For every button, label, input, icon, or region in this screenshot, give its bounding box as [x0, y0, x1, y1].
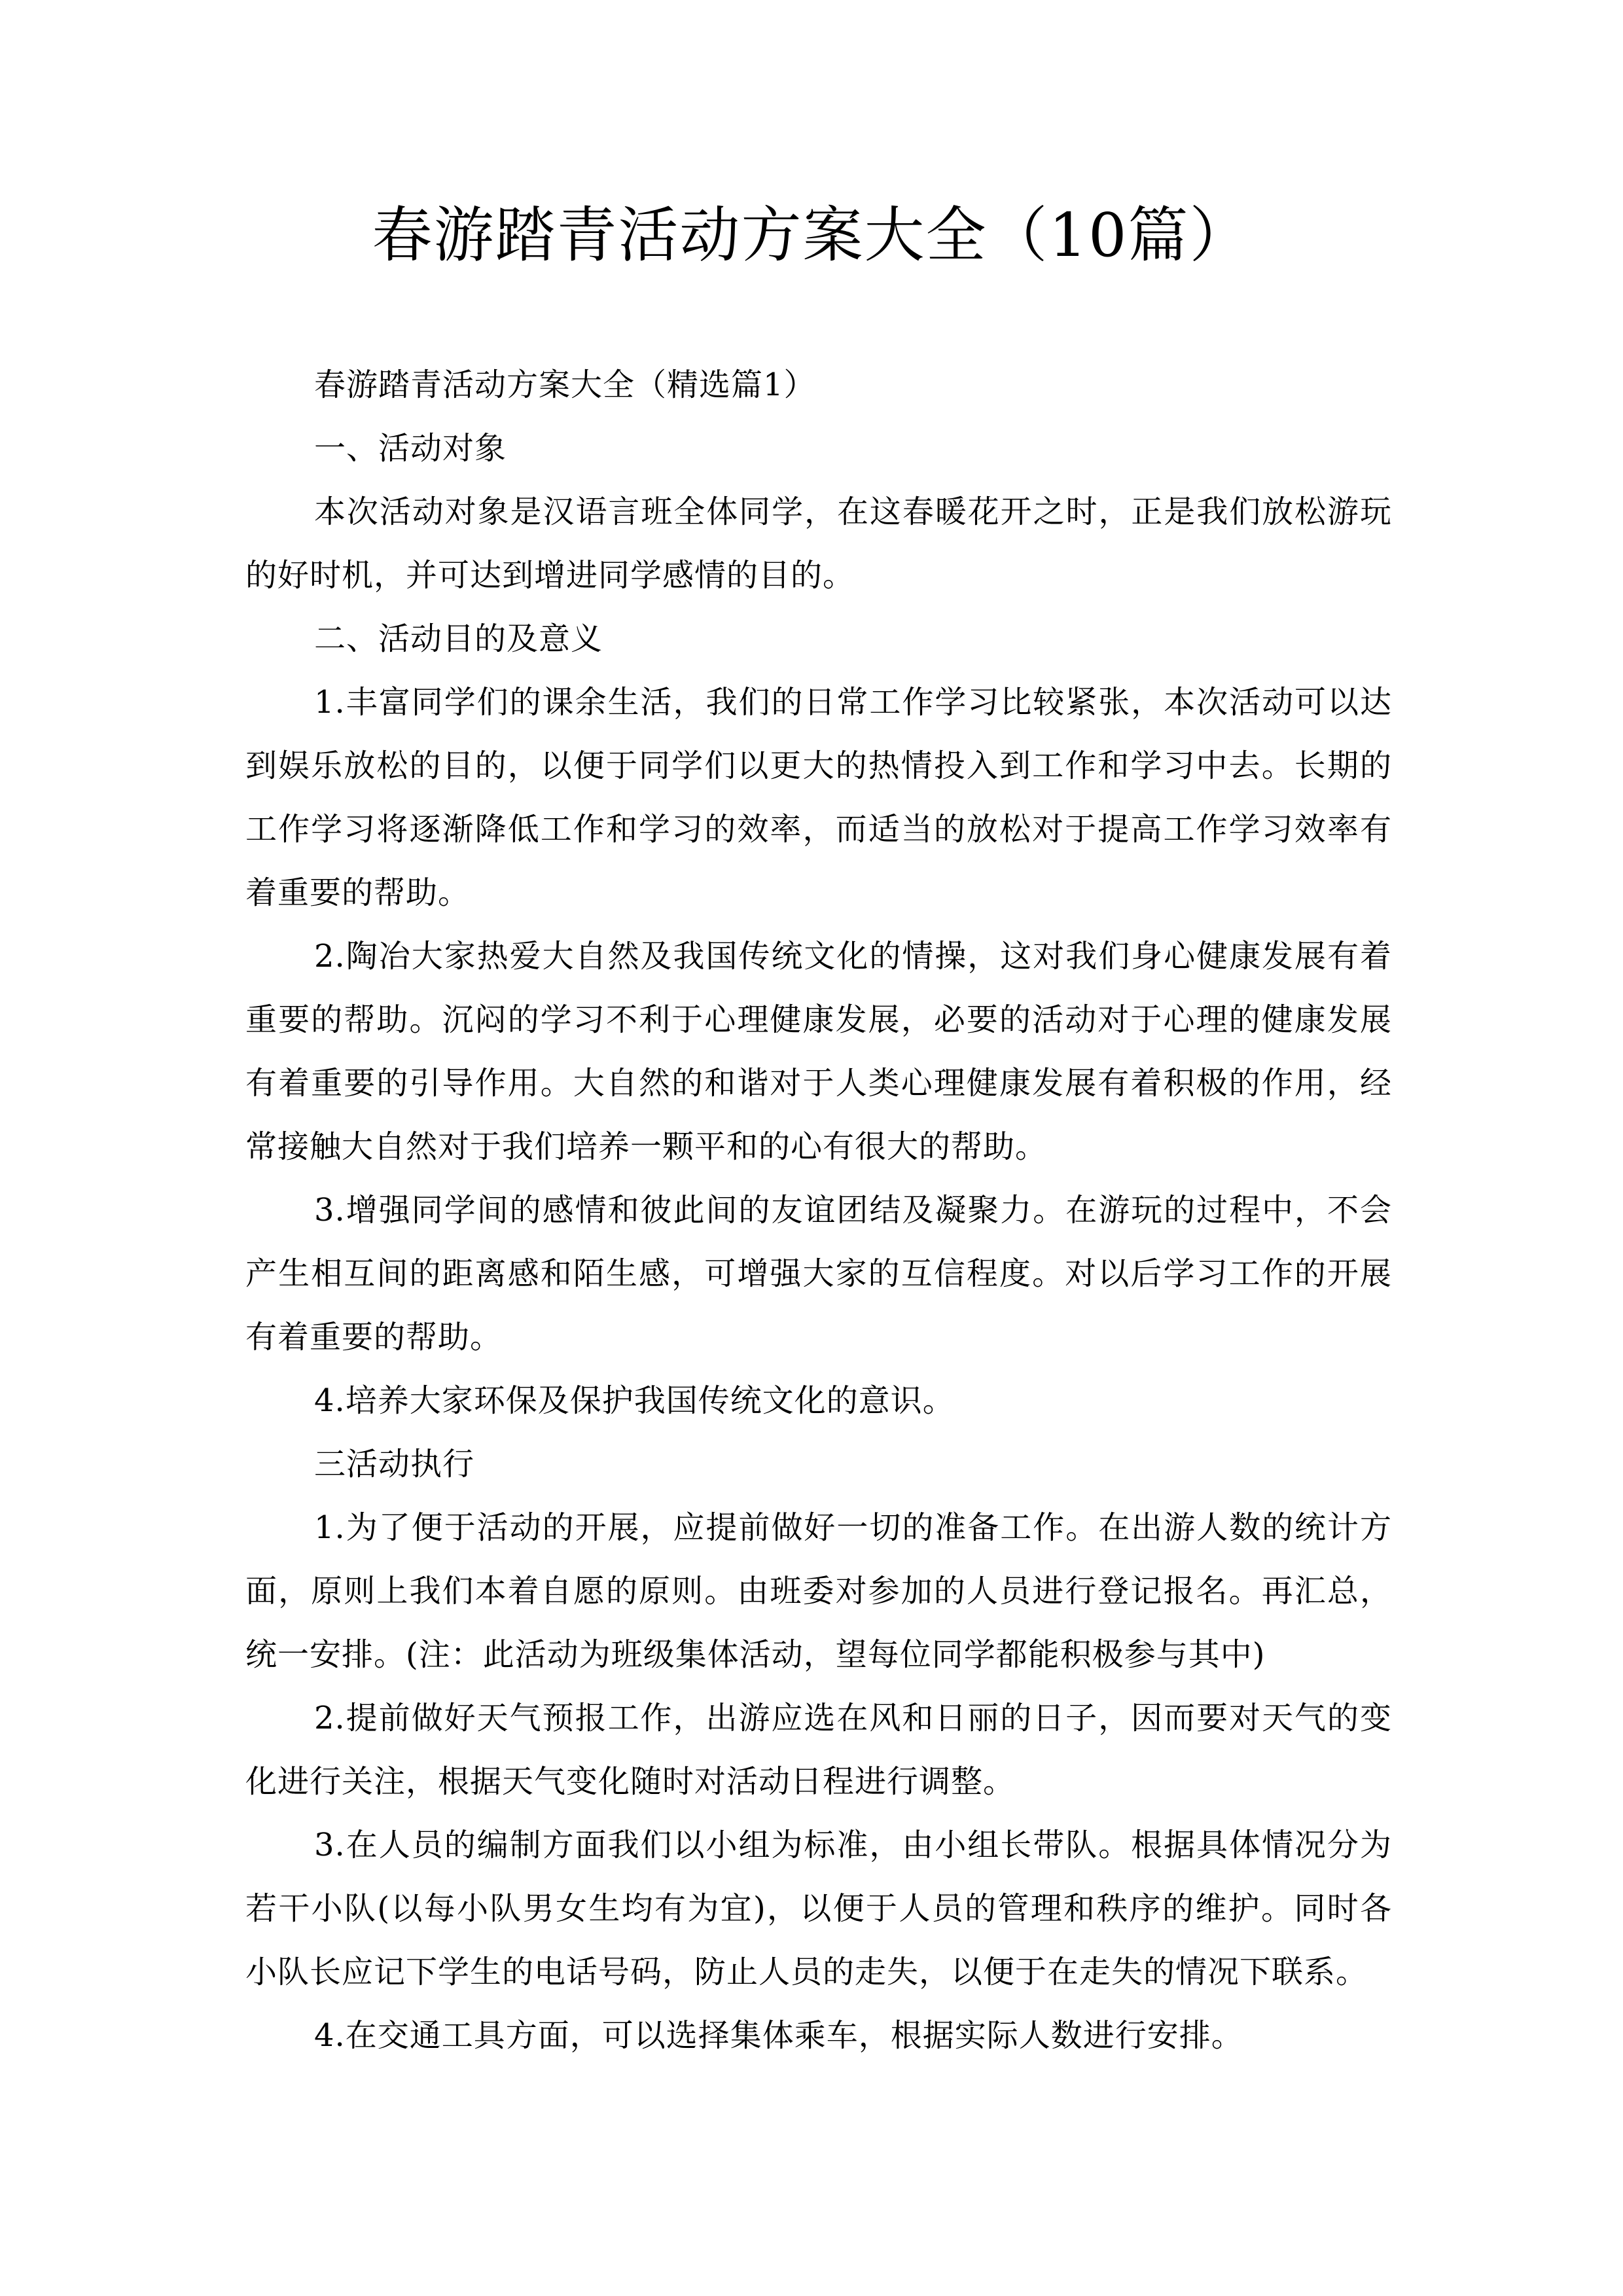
paragraph: 4.培养大家环保及保护我国传统文化的意识。: [314, 1382, 955, 1419]
paragraph: 1.丰富同学们的课余生活，我们的日常工作学习比较紧张，本次活动可以达到娱乐放松的目的，以便于同学们以更大的热情投入到工作和学习中去。长期的工作学习将逐渐降低工作和学习的效率，而适当的放松对于提高工作学习效率有着重要的帮助。: [245, 684, 1392, 911]
paragraph: 4.在交通工具方面，可以选择集体乘车，根据实际人数进行安排。: [314, 2017, 1243, 2054]
paragraph: 1.为了便于活动的开展，应提前做好一切的准备工作。在出游人数的统计方面，原则上我们本着自愿的原则。由班委对参加的人员进行登记报名。再汇总，统一安排。(注：此活动为班级集体活动，望每位同学都能积极参与其中): [245, 1509, 1392, 1673]
paragraph: 3.增强同学间的感情和彼此间的友谊团结及凝聚力。在游玩的过程中，不会产生相互间的距离感和陌生感，可增强大家的互信程度。对以后学习工作的开展有着重要的帮助。: [245, 1192, 1392, 1355]
section-heading-selected-1: 春游踏青活动方案大全（精选篇1）: [314, 367, 816, 403]
paragraph: 3.在人员的编制方面我们以小组为标准，由小组长带队。根据具体情况分为若干小队(以每小队男女生均有为宜)，以便于人员的管理和秩序的维护。同时各小队长应记下学生的电话号码，防止人员的走失，以便于在走失的情况下联系。: [245, 1827, 1392, 1990]
section-heading-execution: 三活动执行: [314, 1446, 475, 1482]
paragraph: 2.陶冶大家热爱大自然及我国传统文化的情操，这对我们身心健康发展有着重要的帮助。沉闷的学习不利于心理健康发展，必要的活动对于心理的健康发展有着重要的引导作用。大自然的和谐对于人类心理健康发展有着积极的作用，经常接触大自然对于我们培养一颗平和的心有很大的帮助。: [245, 938, 1392, 1165]
paragraph: 本次活动对象是汉语言班全体同学，在这春暖花开之时，正是我们放松游玩的好时机，并可达到增进同学感情的目的。: [245, 493, 1392, 594]
document-title: 春游踏青活动方案大全（10篇）: [372, 200, 1251, 270]
section-heading-activity-target: 一、活动对象: [314, 430, 507, 467]
document-body: [245, 353, 1392, 2068]
section-heading-purpose: 二、活动目的及意义: [314, 620, 603, 657]
paragraph: 2.提前做好天气预报工作，出游应选在风和日丽的日子，因而要对天气的变化进行关注，根据天气变化随时对活动日程进行调整。: [245, 1700, 1392, 1800]
